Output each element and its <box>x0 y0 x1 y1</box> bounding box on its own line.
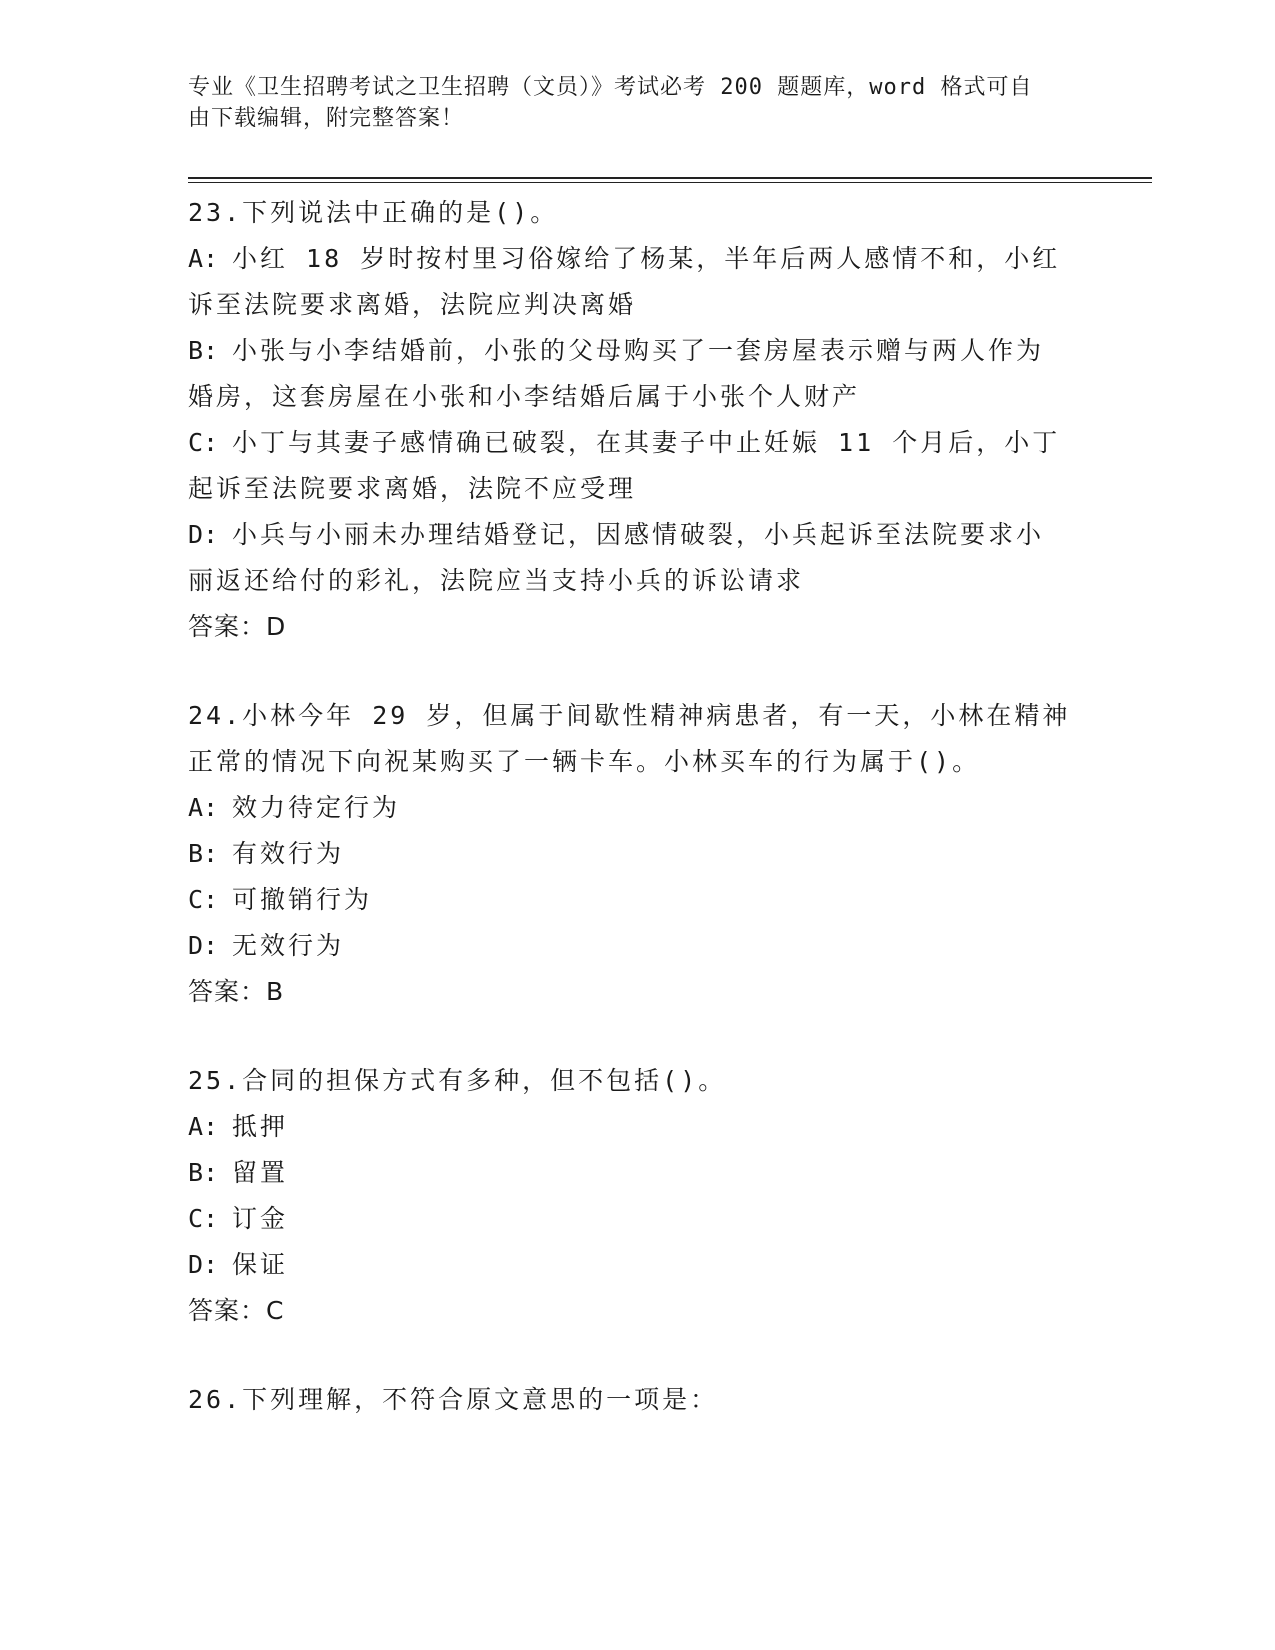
option-line <box>188 236 1088 282</box>
option-line <box>188 1196 1088 1242</box>
option-letter: A: <box>188 793 219 822</box>
option-letter: B: <box>188 839 219 868</box>
question-stem: 26.下列理解，不符合原文意思的一项是： <box>188 1385 719 1414</box>
option-text: 小丁与其妻子感情确已破裂，在其妻子中止妊娠 11 个月后，小丁 <box>232 428 1061 457</box>
header-divider-thin <box>188 182 1152 183</box>
option-line <box>188 923 1088 969</box>
option-line <box>188 877 1088 923</box>
option-letter: A: <box>188 1112 219 1141</box>
option-text: 小张与小李结婚前，小张的父母购买了一套房屋表示赠与两人作为 <box>232 336 1045 365</box>
option-text: 效力待定行为 <box>232 793 401 822</box>
option-letter: B: <box>188 336 219 365</box>
question-block <box>188 1058 1088 1334</box>
question-stem: 正常的情况下向祝某购买了一辆卡车。小林买车的行为属于()。 <box>188 747 981 776</box>
option-line <box>188 282 1088 328</box>
question-stem: 25.合同的担保方式有多种，但不包括()。 <box>188 1066 727 1095</box>
option-line <box>188 1242 1088 1288</box>
question-block <box>188 1377 1088 1423</box>
option-letter: D: <box>188 931 219 960</box>
option-line <box>188 466 1088 512</box>
option-line <box>188 785 1088 831</box>
option-line <box>188 328 1088 374</box>
option-text: 诉至法院要求离婚，法院应判决离婚 <box>188 290 637 319</box>
header-line: 由下载编辑，附完整答案！ <box>188 106 465 131</box>
question-list <box>188 190 1088 1466</box>
option-text: 无效行为 <box>232 931 345 960</box>
answer-line: 答案：C <box>188 1296 285 1325</box>
question-block <box>188 693 1088 1015</box>
option-text: 抵押 <box>232 1112 289 1141</box>
option-text: 起诉至法院要求离婚，法院不应受理 <box>188 474 637 503</box>
option-letter: D: <box>188 520 219 549</box>
option-letter: C: <box>188 1204 219 1233</box>
option-text: 小红 18 岁时按村里习俗嫁给了杨某，半年后两人感情不和，小红 <box>232 244 1061 273</box>
option-line <box>188 831 1088 877</box>
header-line: 专业《卫生招聘考试之卫生招聘（文员）》考试必考 200 题题库，word 格式可自 <box>188 75 1033 100</box>
header-divider <box>188 177 1152 179</box>
option-line <box>188 420 1088 466</box>
document-header <box>188 72 1088 134</box>
option-text: 婚房，这套房屋在小张和小李结婚后属于小张个人财产 <box>188 382 861 411</box>
option-letter: B: <box>188 1158 219 1187</box>
question-stem: 24.小林今年 29 岁，但属于间歇性精神病患者，有一天，小林在精神 <box>188 701 1071 730</box>
answer-line: 答案：D <box>188 612 287 641</box>
option-letter: C: <box>188 885 219 914</box>
option-text: 订金 <box>232 1204 289 1233</box>
option-letter: A: <box>188 244 219 273</box>
option-text: 小兵与小丽未办理结婚登记，因感情破裂，小兵起诉至法院要求小 <box>232 520 1045 549</box>
option-line <box>188 558 1088 604</box>
option-line <box>188 1150 1088 1196</box>
option-text: 可撤销行为 <box>232 885 373 914</box>
option-line <box>188 374 1088 420</box>
option-text: 保证 <box>232 1250 289 1279</box>
question-block <box>188 190 1088 650</box>
option-letter: C: <box>188 428 219 457</box>
option-line <box>188 1104 1088 1150</box>
option-letter: D: <box>188 1250 219 1279</box>
option-text: 有效行为 <box>232 839 345 868</box>
question-stem: 23.下列说法中正确的是()。 <box>188 198 559 227</box>
answer-line: 答案：B <box>188 977 285 1006</box>
option-line <box>188 512 1088 558</box>
option-text: 丽返还给付的彩礼，法院应当支持小兵的诉讼请求 <box>188 566 805 595</box>
option-text: 留置 <box>232 1158 289 1187</box>
